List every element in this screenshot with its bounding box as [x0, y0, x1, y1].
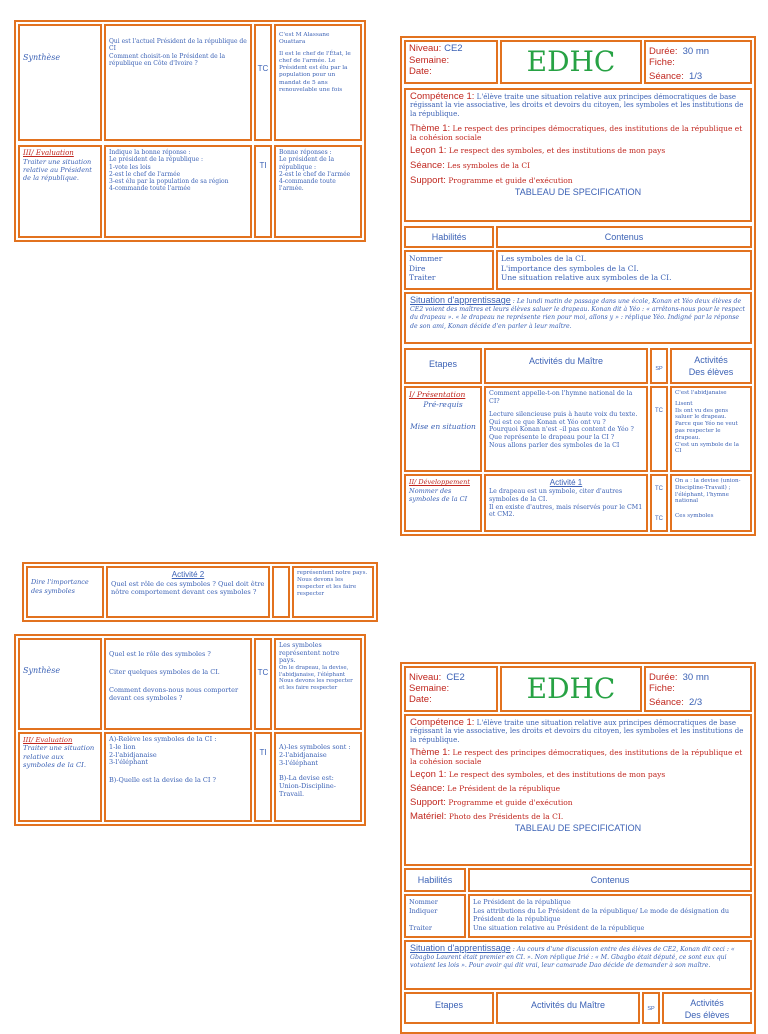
- p2-eval-block: [20, 734, 100, 772]
- p2-synthese-eleves-cell: [274, 638, 362, 730]
- p2-synthese-eleves: Les symboles représentent notre pays. On le drapeau, la devise, l'abidjanaise, l'éléphant Nous devons les respecter et les faire respecter: [279, 642, 353, 692]
- fiche1-etapes-head: Etapes: [428, 359, 458, 369]
- p2-eval-activity: A)-Relève les symboles de la CI : 1-le lion 2-l'abidjanaise 3-l'éléphant B)-Quelle est la devise de la CI ?: [109, 735, 217, 785]
- p2-synthese-label: Synthèse: [23, 666, 61, 675]
- fiche1-sp-head: SP: [655, 366, 663, 372]
- fiche2-seance2: Le Président de la république: [447, 784, 561, 794]
- fiche2-duree-block: [646, 668, 750, 709]
- fiche1-presentation-sp-cell: [650, 386, 668, 472]
- fiche1-seance: 1/3: [688, 71, 703, 82]
- fiche2-niveau-cell: [404, 666, 498, 712]
- mid-eleves-cell: [292, 566, 374, 618]
- fiche1-dev-eleves: On a : la devise (union-Discipline-Travail) ; l'éléphant, l'hymne national Ces symboles: [675, 478, 741, 520]
- p1-eval-label: III/ Evaluation: [23, 149, 74, 157]
- fiche2-sp-head: SP: [647, 1006, 655, 1012]
- fiche2-lecon: Le respect des symboles, et des institutions de mon pays: [448, 770, 666, 780]
- fiche1-contenus-head: Contenus: [604, 232, 644, 242]
- fiche2-title: EDHC: [526, 672, 616, 705]
- fiche2-lecon-label: Leçon 1:: [410, 769, 447, 781]
- fiche2-contenus: Le Président de la république Les attributions du Le Président de la république/ Le mode de désignation du Président de la république Une situation relative au Président de la république: [473, 898, 730, 932]
- fiche2-materiel-label: Matériel:: [410, 811, 447, 823]
- fiche1-theme-label: Thème 1:: [410, 123, 451, 135]
- mid-dire-cell: [26, 566, 104, 618]
- p2-eval-eleves-cell: [274, 732, 362, 822]
- fiche1-duree-cell: [644, 40, 752, 84]
- fiche1-seance-label: Séance:: [649, 71, 684, 82]
- fiche1-situation-block: [406, 294, 750, 333]
- fiche1-dev-sub: Nommer des symboles de la CI: [409, 486, 468, 503]
- p1-synthese-sp: TC: [257, 64, 269, 73]
- fiche2-support-label: Support:: [410, 797, 446, 809]
- fiche1-seance2-label: Séance:: [410, 160, 445, 172]
- fiche2-theme: Le respect des principes démocratiques, des institutions de la république et la cohésion sociale: [410, 748, 743, 767]
- fiche1-date-label: Date:: [409, 66, 432, 77]
- p1-eval-sub: Traiter une situation relative au Président de la république.: [23, 157, 92, 182]
- p1-synthese-activity: Qui est l'actuel Président de la république de CI Comment choisit-on le Président de la république en Côte d'Ivoire ?: [109, 38, 247, 67]
- fiche2-maitre-head-cell: [496, 992, 640, 1024]
- p2-eval-sp-cell: [254, 732, 272, 822]
- fiche1-info-cell: [404, 88, 752, 222]
- p1-synthese-eleves-cell: [274, 24, 362, 141]
- fiche1-habilites-cell: [404, 250, 494, 290]
- mid-activite2-title: Activité 2: [171, 570, 205, 579]
- fiche2-seance2-label: Séance:: [410, 783, 445, 795]
- fiche1-dev-cell: [404, 474, 482, 532]
- fiche2-situation: : Au cours d'une discussion entre des élèves de CE2, Konan dit ceci : « Gbagbo Laurent était premier en CI. ». Non réplique Irié : « M. Gbagbo était député, ce sont eux qui votaient les lois ». Pour avoir qui dit vrai, leur camarade Dao décide de demander à son maître.: [410, 946, 735, 970]
- p2-eval-sub: Traiter une situation relative aux symboles de la CI.: [23, 744, 95, 770]
- fiche2-info: [406, 716, 750, 836]
- fiche1-spec-title: TABLEAU DE SPECIFICATION: [514, 187, 642, 198]
- fiche2-materiel: Photo des Présidents de la CI.: [448, 812, 564, 822]
- fiche2-niveau-block: [406, 668, 496, 706]
- fiche1-niveau-label: Niveau:: [409, 43, 442, 54]
- fiche1-habilites-head-cell: [404, 226, 494, 248]
- mid-eleves: représentent notre pays. Nous devons les respecter et les faire respecter: [297, 570, 368, 597]
- mid-activity: [108, 568, 268, 599]
- p2-synthese-sp: TC: [257, 668, 269, 677]
- fiche1-dev-activity: Activité 1 Le drapeau est un symbole, citer d'autres symboles de la CI. Il en existe d'autres, mais réservés pour le CM1 et CM2.: [489, 478, 643, 519]
- p1-eval-eleves-cell: [274, 145, 362, 238]
- fiche1-eleves-head-cell: [670, 348, 752, 384]
- fiche1-prerequis: Pré-requis: [423, 400, 463, 409]
- fiche1-presentation-label: I/ Présentation: [409, 390, 466, 399]
- fiche2-info-cell: [404, 714, 752, 866]
- mid-sp-cell: [272, 566, 290, 618]
- fiche2-etapes-head-cell: [404, 992, 494, 1024]
- fiche2-duree-label: Durée:: [649, 672, 678, 683]
- fiche2-eleves-head-cell: [662, 992, 752, 1024]
- fiche2-maitre-head: Activités du Maître: [530, 1000, 606, 1010]
- fiche1-maitre-head-cell: [484, 348, 648, 384]
- p2-eval-label-cell: [18, 732, 102, 822]
- p1-synthese-label: Synthèse: [23, 53, 61, 62]
- p1-synthese-eleves: C'est M Alassane Ouattara Il est le chef de l'État, le chef de l'armée. Le Président est élu par la population pour un mandat de 5 ans renouvelable une fois: [279, 32, 351, 94]
- fiche1-dev-label: II/ Développement: [409, 478, 470, 486]
- fiche1-lecon-label: Leçon 1:: [410, 145, 447, 157]
- fiche2-theme-label: Thème 1:: [410, 747, 451, 759]
- fiche2-habilites-head-cell: [404, 868, 466, 892]
- fiche2-title-cell: [500, 666, 642, 712]
- p1-synthese-sp-cell: [254, 24, 272, 141]
- fiche2-support: Programme et guide d'exécution: [448, 798, 573, 808]
- fiche1-title-cell: [500, 40, 642, 84]
- p2-synthese-sp-cell: [254, 638, 272, 730]
- fiche1-semaine-label: Semaine:: [409, 55, 450, 66]
- p2-synthese-activity-cell: [104, 638, 252, 730]
- p1-eval-label-wrap: [20, 147, 100, 184]
- p2-eval-eleves: A)-les symboles sont : 2-l'abidjanaise 3-l'éléphant B)-La devise est: Union-Discipline-Travail.: [279, 743, 351, 798]
- fiche1-contenus: Les symboles de la CI. L'importance des symboles de la CI. Une situation relative aux symboles de la CI.: [501, 254, 672, 282]
- fiche1-theme: Le respect des principes démocratiques, des institutions de la république et la cohésion sociale: [410, 124, 743, 143]
- fiche1-dev-block: [406, 476, 480, 506]
- fiche1-niveau: CE2: [444, 43, 463, 54]
- fiche1-fiche-label: Fiche:: [649, 57, 675, 68]
- fiche1-presentation-sp: TC: [655, 408, 663, 414]
- fiche1-presentation-activity: Comment appelle-t-on l'hymne national de la CI? Lecture silencieuse puis à haute voix du texte. Qui est ce que Konan et Yéo ont vu ? Pourquoi Konan n'est –il pas content de Yéo ? Que représente le drapeau pour la CI ? Nous allons parler des symboles de la CI: [489, 390, 638, 449]
- p1-eval-activity-cell: [104, 145, 252, 238]
- fiche2-habilites: Nommer Indiquer Traiter: [409, 898, 438, 932]
- fiche1-sp-head-cell: [650, 348, 668, 384]
- fiche1-info: [406, 90, 750, 200]
- fiche2-date-label: Date:: [409, 694, 432, 705]
- fiche2-habilites-head: Habilités: [417, 875, 453, 885]
- p1-eval-sp-cell: [254, 145, 272, 238]
- fiche2-spec-title: TABLEAU DE SPECIFICATION: [514, 823, 642, 834]
- fiche2-contenus-cell: [468, 894, 752, 938]
- fiche1-contenus-cell: [496, 250, 752, 290]
- fiche1-activite1-title: Activité 1: [549, 478, 583, 487]
- fiche1-niveau-block: [406, 42, 496, 78]
- fiche1-situation-cell: [404, 292, 752, 344]
- fiche1-dev-activity-cell: [484, 474, 648, 532]
- p1-eval-eleves: Bonne réponses : Le président de la république : 2-est le chef de l'armée 4-commande toute l'armée.: [279, 149, 351, 193]
- fiche2-fiche-label: Fiche:: [649, 683, 675, 694]
- fiche1-title: EDHC: [526, 45, 616, 78]
- fiche1-mise-en-situation: Mise en situation: [410, 422, 476, 431]
- fiche2-seance: 2/3: [688, 697, 703, 708]
- fiche2-habilites-cell: [404, 894, 466, 938]
- fiche1-maitre-head: Activités du Maître: [528, 356, 604, 366]
- fiche1-competence-label: Compétence 1:: [410, 91, 475, 102]
- p2-eval-activity-cell: [104, 732, 252, 822]
- p2-eval-label: III/ Evaluation: [23, 736, 73, 744]
- fiche2-situation-label: Situation d'apprentissage: [410, 943, 511, 953]
- p1-eval-label-cell: [18, 145, 102, 238]
- fiche2-situation-cell: [404, 940, 752, 990]
- fiche1-presentation-eleves: C'est l'abidjanaise Lisent Ils ont vu des gens saluer le drapeau. Parce que Yéo ne veut pas respecter le drapeau. C'est un symbole de la CI: [675, 390, 739, 455]
- fiche1-presentation-activity-cell: [484, 386, 648, 472]
- fiche1-situation: : Le lundi matin de passage dans une école, Konan et Yéo deux élèves de CE2 voient des maîtres et leurs élèves saluer le drapeau. Konan dit à Yéo : « arrêtons-nous pour le respect du drapeau ». « le drapeau ne représente rien pour moi, allons y » : réplique Yéo. Indigné par la réponse de son ami, Konan décide d'en parler à leur maître.: [410, 298, 746, 330]
- fiche1-presentation-eleves-cell: [670, 386, 752, 472]
- fiche1-habilites-head: Habilités: [431, 232, 467, 242]
- p2-synthese-activity: Quel est le rôle des symboles ? Citer quelques symboles de la CI. Comment devons-nous nous comporter devant ces symboles ?: [109, 650, 239, 702]
- fiche1-presentation-cell: [404, 386, 482, 472]
- fiche2-seance-label: Séance:: [649, 697, 684, 708]
- fiche1-dev-eleves-cell: [670, 474, 752, 532]
- fiche2-competence: L'élève traite une situation relative aux principes démocratiques de base régissant la vie associative, les droits et devoirs du citoyen, les symboles et les institutions de la république.: [410, 719, 744, 744]
- fiche2-etapes-head: Etapes: [434, 1000, 464, 1010]
- fiche2-contenus-head-cell: [468, 868, 752, 892]
- p1-eval-sp: TI: [259, 161, 267, 170]
- fiche2-semaine-label: Semaine:: [409, 683, 450, 694]
- fiche1-contenus-head-cell: [496, 226, 752, 248]
- fiche1-etapes-head-cell: [404, 348, 482, 384]
- mid-activite2: Quel est rôle de ces symboles ? Quel doit être nôtre comportement devant ces symboles ?: [111, 580, 265, 597]
- p1-synthese-activity-cell: [104, 24, 252, 141]
- fiche1-habilites: Nommer Dire Traiter: [409, 254, 443, 282]
- fiche2-niveau-label: Niveau:: [409, 672, 442, 683]
- p2-synthese-label-cell: [18, 638, 102, 730]
- fiche2-contenus-head: Contenus: [590, 875, 630, 885]
- fiche2-duree-cell: [644, 666, 752, 712]
- p1-eval-activity: Indique la bonne réponse : Le président de la république : 1-vote les lois 2-est le chef de l'armée 3-est élu par la population de sa région 4-commande toute l'armée: [109, 149, 229, 193]
- p2-eval-sp: TI: [259, 748, 267, 757]
- fiche1-competence: L'élève traite une situation relative aux principes démocratiques de base régissant la vie associative, les droits et devoirs du citoyen, les symboles et les institutions de la république.: [410, 93, 744, 118]
- fiche1-duree-label: Durée:: [649, 46, 678, 57]
- fiche2-sp-head-cell: [642, 992, 660, 1024]
- fiche1-support-label: Support:: [410, 175, 446, 187]
- fiche2-situation-block: [406, 942, 750, 973]
- fiche1-duree-block: [646, 42, 750, 83]
- fiche1-lecon: Le respect des symboles, et des institutions de mon pays: [448, 146, 666, 156]
- fiche2-competence-label: Compétence 1:: [410, 717, 475, 728]
- fiche1-presentation-block: [406, 388, 480, 434]
- fiche1-niveau-cell: [404, 40, 498, 84]
- fiche2-duree: 30 mn: [682, 672, 710, 683]
- fiche1-eleves-head: Activités Des élèves: [688, 355, 734, 377]
- fiche2-eleves-head: Activités Des élèves: [684, 998, 730, 1020]
- fiche1-dev-sp-cell: [650, 474, 668, 532]
- fiche1-situation-label: Situation d'apprentissage: [410, 295, 511, 305]
- fiche1-support: Programme et guide d'exécution: [448, 176, 573, 186]
- fiche1-duree: 30 mn: [682, 46, 710, 57]
- mid-dire-label: Dire l'importance des symboles: [31, 578, 89, 595]
- p1-synthese-label-cell: [18, 24, 102, 141]
- fiche2-niveau: CE2: [446, 672, 465, 683]
- fiche1-dev-sp1: TC: [655, 486, 663, 492]
- fiche1-dev-sp2: TC: [655, 516, 663, 522]
- fiche1-seance2: Les symboles de la CI: [447, 161, 531, 171]
- mid-activity-cell: [106, 566, 270, 618]
